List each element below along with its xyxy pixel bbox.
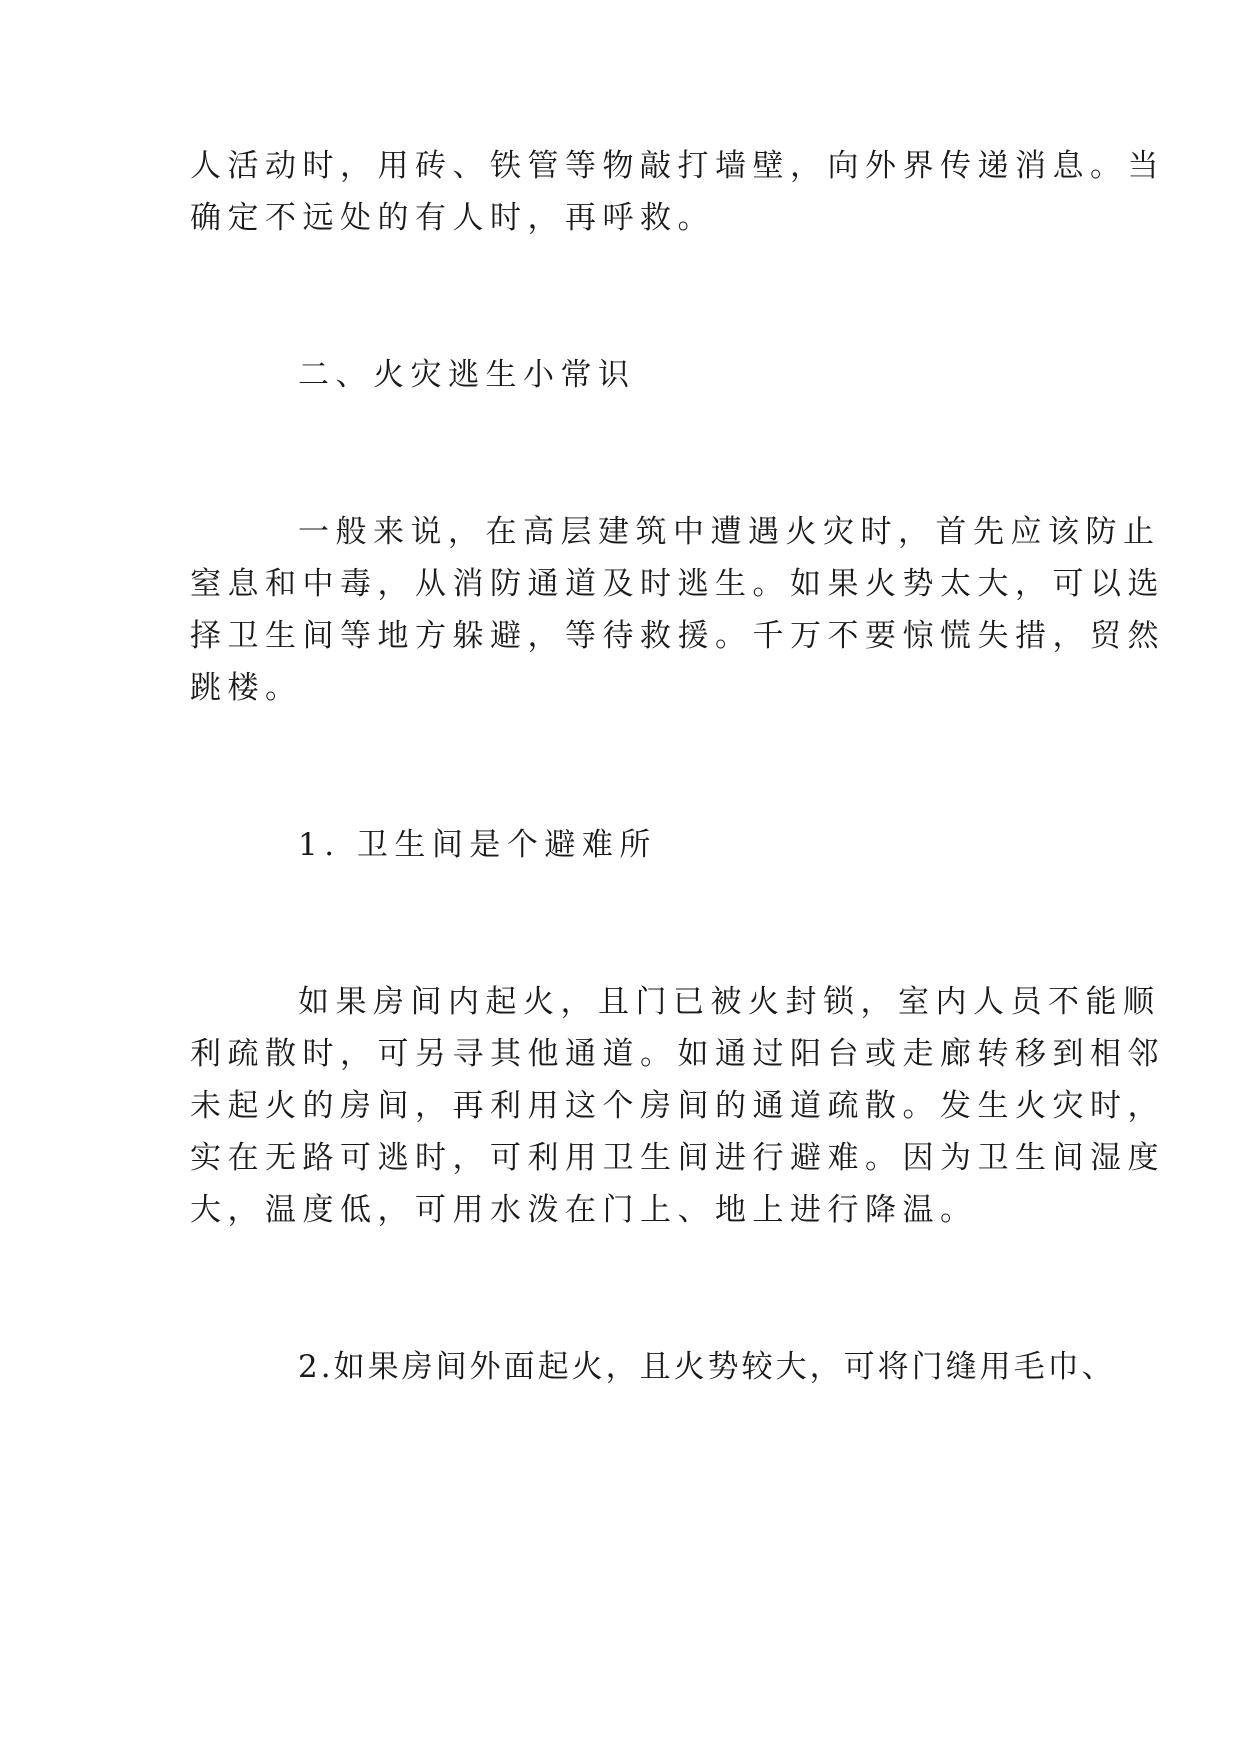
paragraph-2-line-4: 跳楼。 bbox=[190, 670, 303, 706]
paragraph-3-line-3: 未起火的房间，再利用这个房间的通道疏散。发生火灾时， bbox=[190, 1088, 1165, 1124]
paragraph-1-line-1: 人活动时，用砖、铁管等物敲打墙壁，向外界传递消息。当 bbox=[190, 148, 1165, 184]
paragraph-3-line-2: 利疏散时，可另寻其他通道。如通过阳台或走廊转移到相邻 bbox=[190, 1036, 1165, 1072]
section-heading-2: 二、火灾逃生小常识 bbox=[298, 357, 636, 393]
paragraph-3-line-5: 大，温度低，可用水泼在门上、地上进行降温。 bbox=[190, 1192, 978, 1228]
paragraph-1-line-2: 确定不远处的有人时，再呼救。 bbox=[190, 200, 715, 236]
paragraph-2-line-1: 一般来说，在高层建筑中遭遇火灾时，首先应该防止 bbox=[298, 514, 1161, 550]
list-item-1-heading: 1. 卫生间是个避难所 bbox=[298, 827, 657, 863]
paragraph-3-line-4: 实在无路可逃时，可利用卫生间进行避难。因为卫生间湿度 bbox=[190, 1140, 1165, 1176]
paragraph-2-line-2: 窒息和中毒，从消防通道及时逃生。如果火势太大，可以选 bbox=[190, 566, 1165, 602]
list-item-2-line-1: 2.如果房间外面起火，且火势较大，可将门缝用毛巾、 bbox=[298, 1349, 1116, 1385]
paragraph-3-line-1: 如果房间内起火，且门已被火封锁，室内人员不能顺 bbox=[298, 984, 1161, 1020]
paragraph-2-line-3: 择卫生间等地方躲避，等待救援。千万不要惊慌失措，贸然 bbox=[190, 618, 1165, 654]
